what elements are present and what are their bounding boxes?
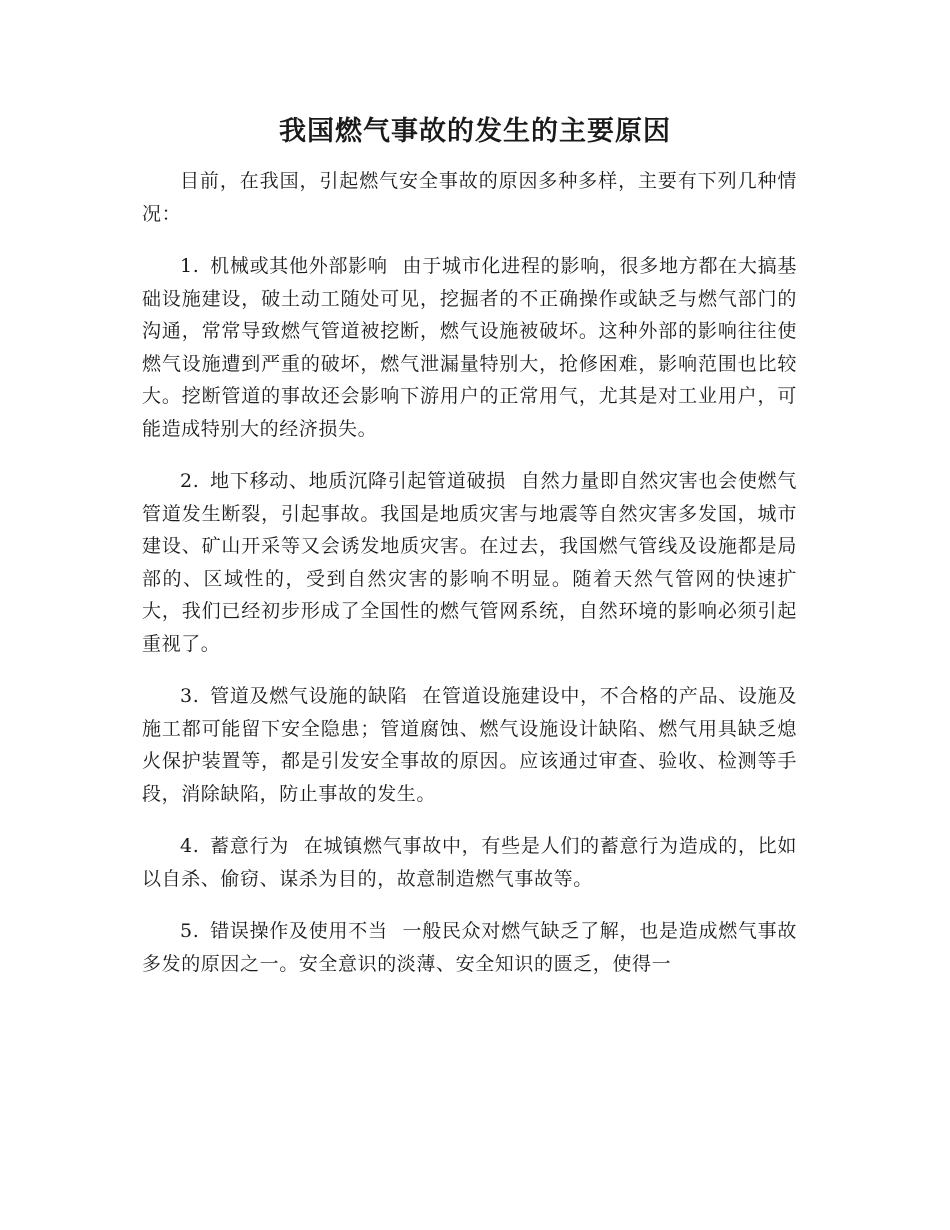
- section-number: 1.: [180, 255, 200, 277]
- section-body: 在城镇燃气事故中，有些是人们的蓄意行为造成的，比如以自杀、偷窃、谋杀为目的，故意制造燃气事故等。: [142, 835, 798, 890]
- section-body: 一般民众对燃气缺乏了解，也是造成燃气事故多发的原因之一。安全意识的淡薄、安全知识的匮乏，使得一: [142, 920, 797, 975]
- section-heading: 管道及燃气设施的缺陷: [210, 685, 408, 707]
- document-title: 我国燃气事故的发生的主要原因: [279, 116, 671, 147]
- section-heading: 错误操作及使用不当: [210, 920, 388, 942]
- section-heading: 蓄意行为: [210, 835, 290, 857]
- section-body: 由于城市化进程的影响，很多地方都在大搞基础设施建设，破土动工随处可见，挖掘者的不正确操作或缺乏与燃气部门的沟通，常常导致燃气管道被挖断，燃气设施被破坏。这种外部的影响往往使燃气设施遭到严重的破坏，燃气泄漏量特别大，抢修困难，影响范围也比较大。挖断管道的事故还会影响下游用户的正常用气，尤其是对工业用户，可能造成特别大的经济损失。: [142, 255, 797, 440]
- section-number: 4.: [180, 835, 200, 857]
- section-body: 自然力量即自然灾害也会使燃气管道发生断裂，引起事故。我国是地质灾害与地震等自然灾害多发国，城市建设、矿山开采等又会诱发地质灾害。在过去，我国燃气管线及设施都是局部的、区域性的，受到自然灾害的影响不明显。随着天然气管网的快速扩大，我们已经初步形成了全国性的燃气管网系统，自然环境的影响必须引起重视了。: [142, 470, 798, 655]
- section-paragraph-5: [142, 915, 797, 980]
- section-paragraph-3: [142, 680, 797, 810]
- section-paragraph-4: [142, 830, 797, 895]
- section-number: 2.: [180, 470, 200, 492]
- section-paragraph-1: [142, 250, 797, 445]
- section-number: 5.: [180, 920, 200, 942]
- section-paragraph-2: [142, 465, 797, 660]
- section-heading: 机械或其他外部影响: [210, 255, 388, 277]
- document-body: [142, 165, 797, 1000]
- intro-paragraph: 目前，在我国，引起燃气安全事故的原因多种多样，主要有下列几种情况：: [142, 170, 797, 225]
- section-heading: 地下移动、地质沉降引起管道破损: [210, 470, 507, 492]
- section-number: 3.: [180, 685, 200, 707]
- section-body: 在管道设施建设中，不合格的产品、设施及施工都可能留下安全隐患；管道腐蚀、燃气设施设计缺陷、燃气用具缺乏熄火保护装置等，都是引发安全事故的原因。应该通过审查、验收、检测等手段，消除缺陷，防止事故的发生。: [142, 685, 798, 805]
